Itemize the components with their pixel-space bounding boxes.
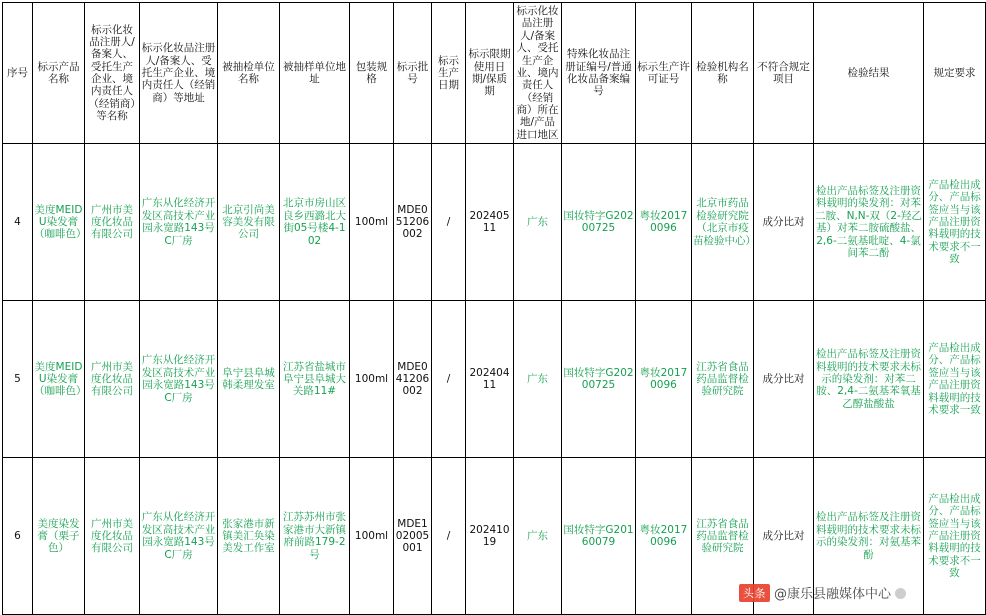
column-header-result: 检验结果 (814, 3, 924, 144)
cell-requirement: 产品检出成分、产品标签应当与该产品注册资料载明的技术要求不一致 (924, 458, 986, 615)
cell-sample-unit: 张家港市新镇美汇奂染美发工作室 (218, 458, 280, 615)
column-header-requirement: 规定要求 (924, 3, 986, 144)
cell-result: 检出产品标签及注册资料载明的染发剂：对苯二胺、N,N-双（2-羟乙基）对苯二胺硫酸盐、2,6-二氨基吡啶、4-氯间苯二酚 (814, 144, 924, 301)
cell-region: 广东 (514, 301, 562, 458)
cell-license-no: 粤妆20170096 (636, 144, 692, 301)
table-body (3, 144, 986, 615)
cell-region: 广东 (514, 144, 562, 301)
column-header-batch: 标示批号 (394, 3, 432, 144)
column-header-region: 标示化妆品注册人/备案人、受托生产企业、境内责任人（经销商）所在地/产品进口地区 (514, 3, 562, 144)
column-header-registrant-address: 标示化妆品注册人/备案人、受托生产企业、境内责任人（经销商）等地址 (140, 3, 218, 144)
cell-institution: 北京市药品检验研究院（北京市疫苗检验中心） (692, 144, 754, 301)
document-sheet (0, 2, 981, 606)
column-header-sample-unit: 被抽检单位名称 (218, 3, 280, 144)
column-header-spec: 包装规格 (350, 3, 394, 144)
cell-sample-address: 江苏省盐城市阜宁县阜城大关路11# (280, 301, 350, 458)
column-header-institution: 检验机构名称 (692, 3, 754, 144)
cell-sample-unit: 北京引尚美容美发有限公司 (218, 144, 280, 301)
cell-license-no: 粤妆20170096 (636, 301, 692, 458)
cell-product-name: 美度MEIDU染发膏（咖啡色） (33, 301, 85, 458)
cell-result: 检出产品标签及注册资料载明的技术要求未标示的染发剂：对氨基苯酚 (814, 458, 924, 615)
cell-filing-no: 国妆特字G20200725 (562, 144, 636, 301)
cell-batch: MDE051206002 (394, 144, 432, 301)
watermark (739, 583, 906, 602)
cell-product-name: 美度染发膏（栗子色） (33, 458, 85, 615)
column-header-product-name: 标示产品名称 (33, 3, 85, 144)
cell-serial: 5 (3, 301, 33, 458)
cell-result: 检出产品标签及注册资料载明的技术要求未标示的染发剂：对苯二胺、2,4-二氨基苯氧基乙醇盐酸盐 (814, 301, 924, 458)
table-row (3, 144, 986, 301)
cell-spec: 100ml (350, 458, 394, 615)
cell-sample-unit: 阜宁县阜城韩柔理发室 (218, 301, 280, 458)
table-header (3, 3, 986, 144)
cell-registrant-address: 广东从化经济开发区高技术产业园永宽路143号C厂房 (140, 144, 218, 301)
cell-requirement: 产品检出成分、产品标签应当与该产品注册资料载明的技术要求一致 (924, 301, 986, 458)
cell-prod-date: / (432, 458, 466, 615)
column-header-prod-date: 标示生产日期 (432, 3, 466, 144)
column-header-nonconform-item: 不符合规定项目 (754, 3, 814, 144)
cell-registrant-address: 广东从化经济开发区高技术产业园永宽路143号C厂房 (140, 458, 218, 615)
inspection-results-table (2, 2, 986, 615)
cell-filing-no: 国妆特字G20160079 (562, 458, 636, 615)
column-header-sample-address: 被抽样单位地址 (280, 3, 350, 144)
cell-product-name: 美度MEIDU染发膏（咖啡色） (33, 144, 85, 301)
cell-expiry: 20241019 (466, 458, 514, 615)
cell-registrant-address: 广东从化经济开发区高技术产业园永宽路143号C厂房 (140, 301, 218, 458)
cell-expiry: 20240511 (466, 144, 514, 301)
cell-serial: 6 (3, 458, 33, 615)
cell-expiry: 20240411 (466, 301, 514, 458)
column-header-serial: 序号 (3, 3, 33, 144)
column-header-license-no: 标示生产许可证号 (636, 3, 692, 144)
cell-sample-address: 北京市房山区良乡西潞北大街05号楼4-102 (280, 144, 350, 301)
cell-institution: 江苏省食品药品监督检验研究院 (692, 458, 754, 615)
cell-registrant: 广州市美度化妆品有限公司 (85, 144, 140, 301)
cell-prod-date: / (432, 144, 466, 301)
cell-requirement: 产品检出成分、产品标签应当与该产品注册资料载明的技术要求不一致 (924, 144, 986, 301)
cell-spec: 100ml (350, 144, 394, 301)
column-header-filing-no: 特殊化妆品注册证编号/普通化妆品备案编号 (562, 3, 636, 144)
cell-registrant: 广州市美度化妆品有限公司 (85, 301, 140, 458)
column-header-registrant: 标示化妆品注册人/备案人、受托生产企业、境内责任人（经销商）等名称 (85, 3, 140, 144)
cell-batch: MDE102005001 (394, 458, 432, 615)
table-header-row (3, 3, 986, 144)
cell-region: 广东 (514, 458, 562, 615)
cell-license-no: 粤妆20170096 (636, 458, 692, 615)
cell-nonconform-item: 成分比对 (754, 301, 814, 458)
cell-spec: 100ml (350, 301, 394, 458)
cell-institution: 江苏省食品药品监督检验研究院 (692, 301, 754, 458)
cell-nonconform-item: 成分比对 (754, 144, 814, 301)
cell-batch: MDE041206002 (394, 301, 432, 458)
cell-registrant: 广州市美度化妆品有限公司 (85, 458, 140, 615)
cell-prod-date: / (432, 301, 466, 458)
cell-sample-address: 江苏苏州市张家港市大新镇府前路179-2号 (280, 458, 350, 615)
toutiao-logo-icon: 头条 (739, 584, 770, 602)
cell-serial: 4 (3, 144, 33, 301)
watermark-text: @康乐县融媒体中心 (773, 587, 891, 602)
watermark-dot-icon (895, 588, 906, 599)
cell-nonconform-item: 成分比对 (754, 458, 814, 615)
cell-filing-no: 国妆特字G20200725 (562, 301, 636, 458)
column-header-expiry: 标示限期使用日期/保质期 (466, 3, 514, 144)
table-row (3, 301, 986, 458)
